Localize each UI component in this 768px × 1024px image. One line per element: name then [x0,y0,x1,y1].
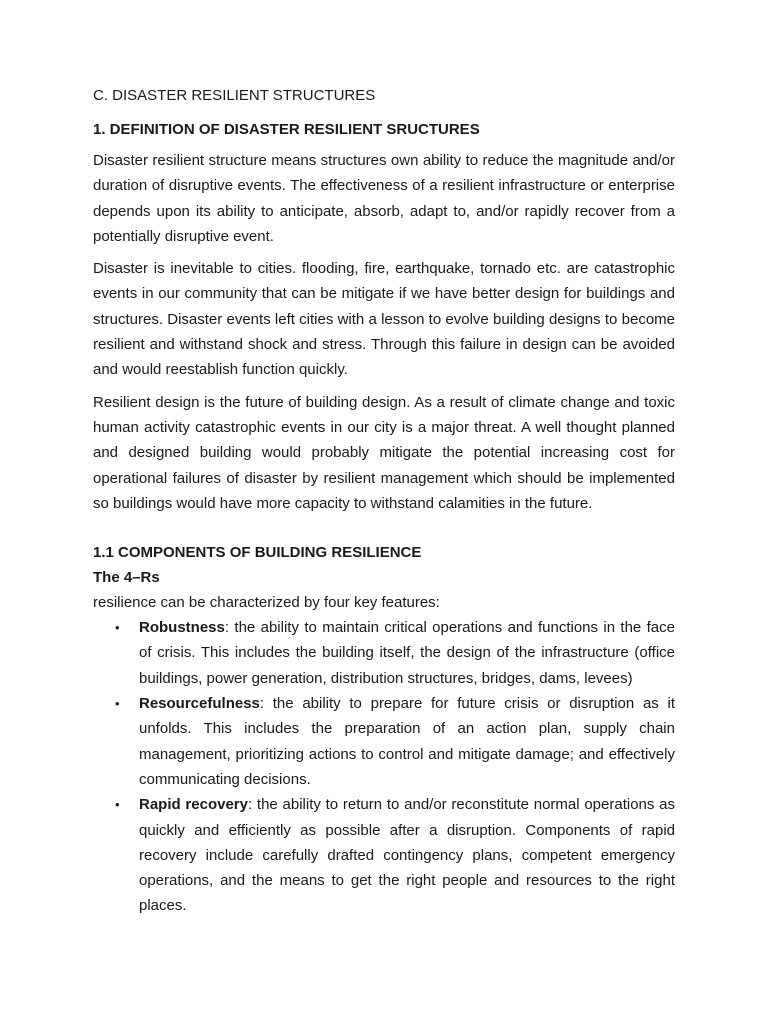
paragraph-resilient-design: Resilient design is the future of building design. As a result of climate change and toxic human activity catastrophic events in our city is a major threat. A well thought planned and designed building would probably mitigate the potential increasing cost for operational failures of disaster by resilient management which should be implemented so buildings would have more capacity to withstand calamities in the future. [93,393,675,512]
bullet-icon: • [115,797,120,813]
section-1-heading: 1. DEFINITION OF DISASTER RESILIENT SRUCTURES [93,121,480,138]
list-item-rapid-recovery [93,792,675,918]
list-item-resourcefulness [93,691,675,792]
feature-text: : the ability to maintain critical operations and functions in the face of crisis. This includes the building itself, the design of the infrastructure (office buildings, power generation, distribution structures, bridges, dams, levees) [139,619,675,687]
bullet-icon: • [115,696,120,712]
document-page [93,85,675,919]
feature-term: Robustness [139,619,225,637]
paragraph-definition: Disaster resilient structure means structures own ability to reduce the magnitude and/or duration of disruptive events. The effectiveness of a resilient infrastructure or enterprise depends upon its ability to anticipate, absorb, adapt to, and/or rapidly recover from a potentially disruptive event. [93,152,675,245]
subheading-4rs: The 4–Rs [93,569,160,587]
features-intro: resilience can be characterized by four key features: [93,594,440,612]
feature-text: : the ability to prepare for future crisis or disruption as it unfolds. This includes the preparation of an action plan, supply chain management, prioritizing actions to control and mitigate damage; and effectively communicating decisions. [139,695,675,788]
features-list [93,615,675,919]
section-1-1-heading: 1.1 COMPONENTS OF BUILDING RESILIENCE [93,544,422,562]
list-item-robustness [93,615,675,691]
feature-text: : the ability to return to and/or reconstitute normal operations as quickly and efficiently as possible after a disruption. Components of rapid recovery include carefully drafted contingency plans, competent emergency operations, and the means to get the right people and resources to the right places. [139,796,675,915]
feature-term: Rapid recovery [139,796,248,814]
bullet-icon: • [115,620,120,636]
paragraph-disaster: Disaster is inevitable to cities. flooding, fire, earthquake, tornado etc. are catastrophic events in our community that can be mitigate if we have better design for buildings and structures. Disaster events left cities with a lesson to evolve building designs to become resilient and withstand shock and stress. Through this failure in design can be avoided and would reestablish function quickly. [93,260,675,379]
feature-term: Resourcefulness [139,695,260,713]
document-title: C. DISASTER RESILIENT STRUCTURES [93,87,376,104]
